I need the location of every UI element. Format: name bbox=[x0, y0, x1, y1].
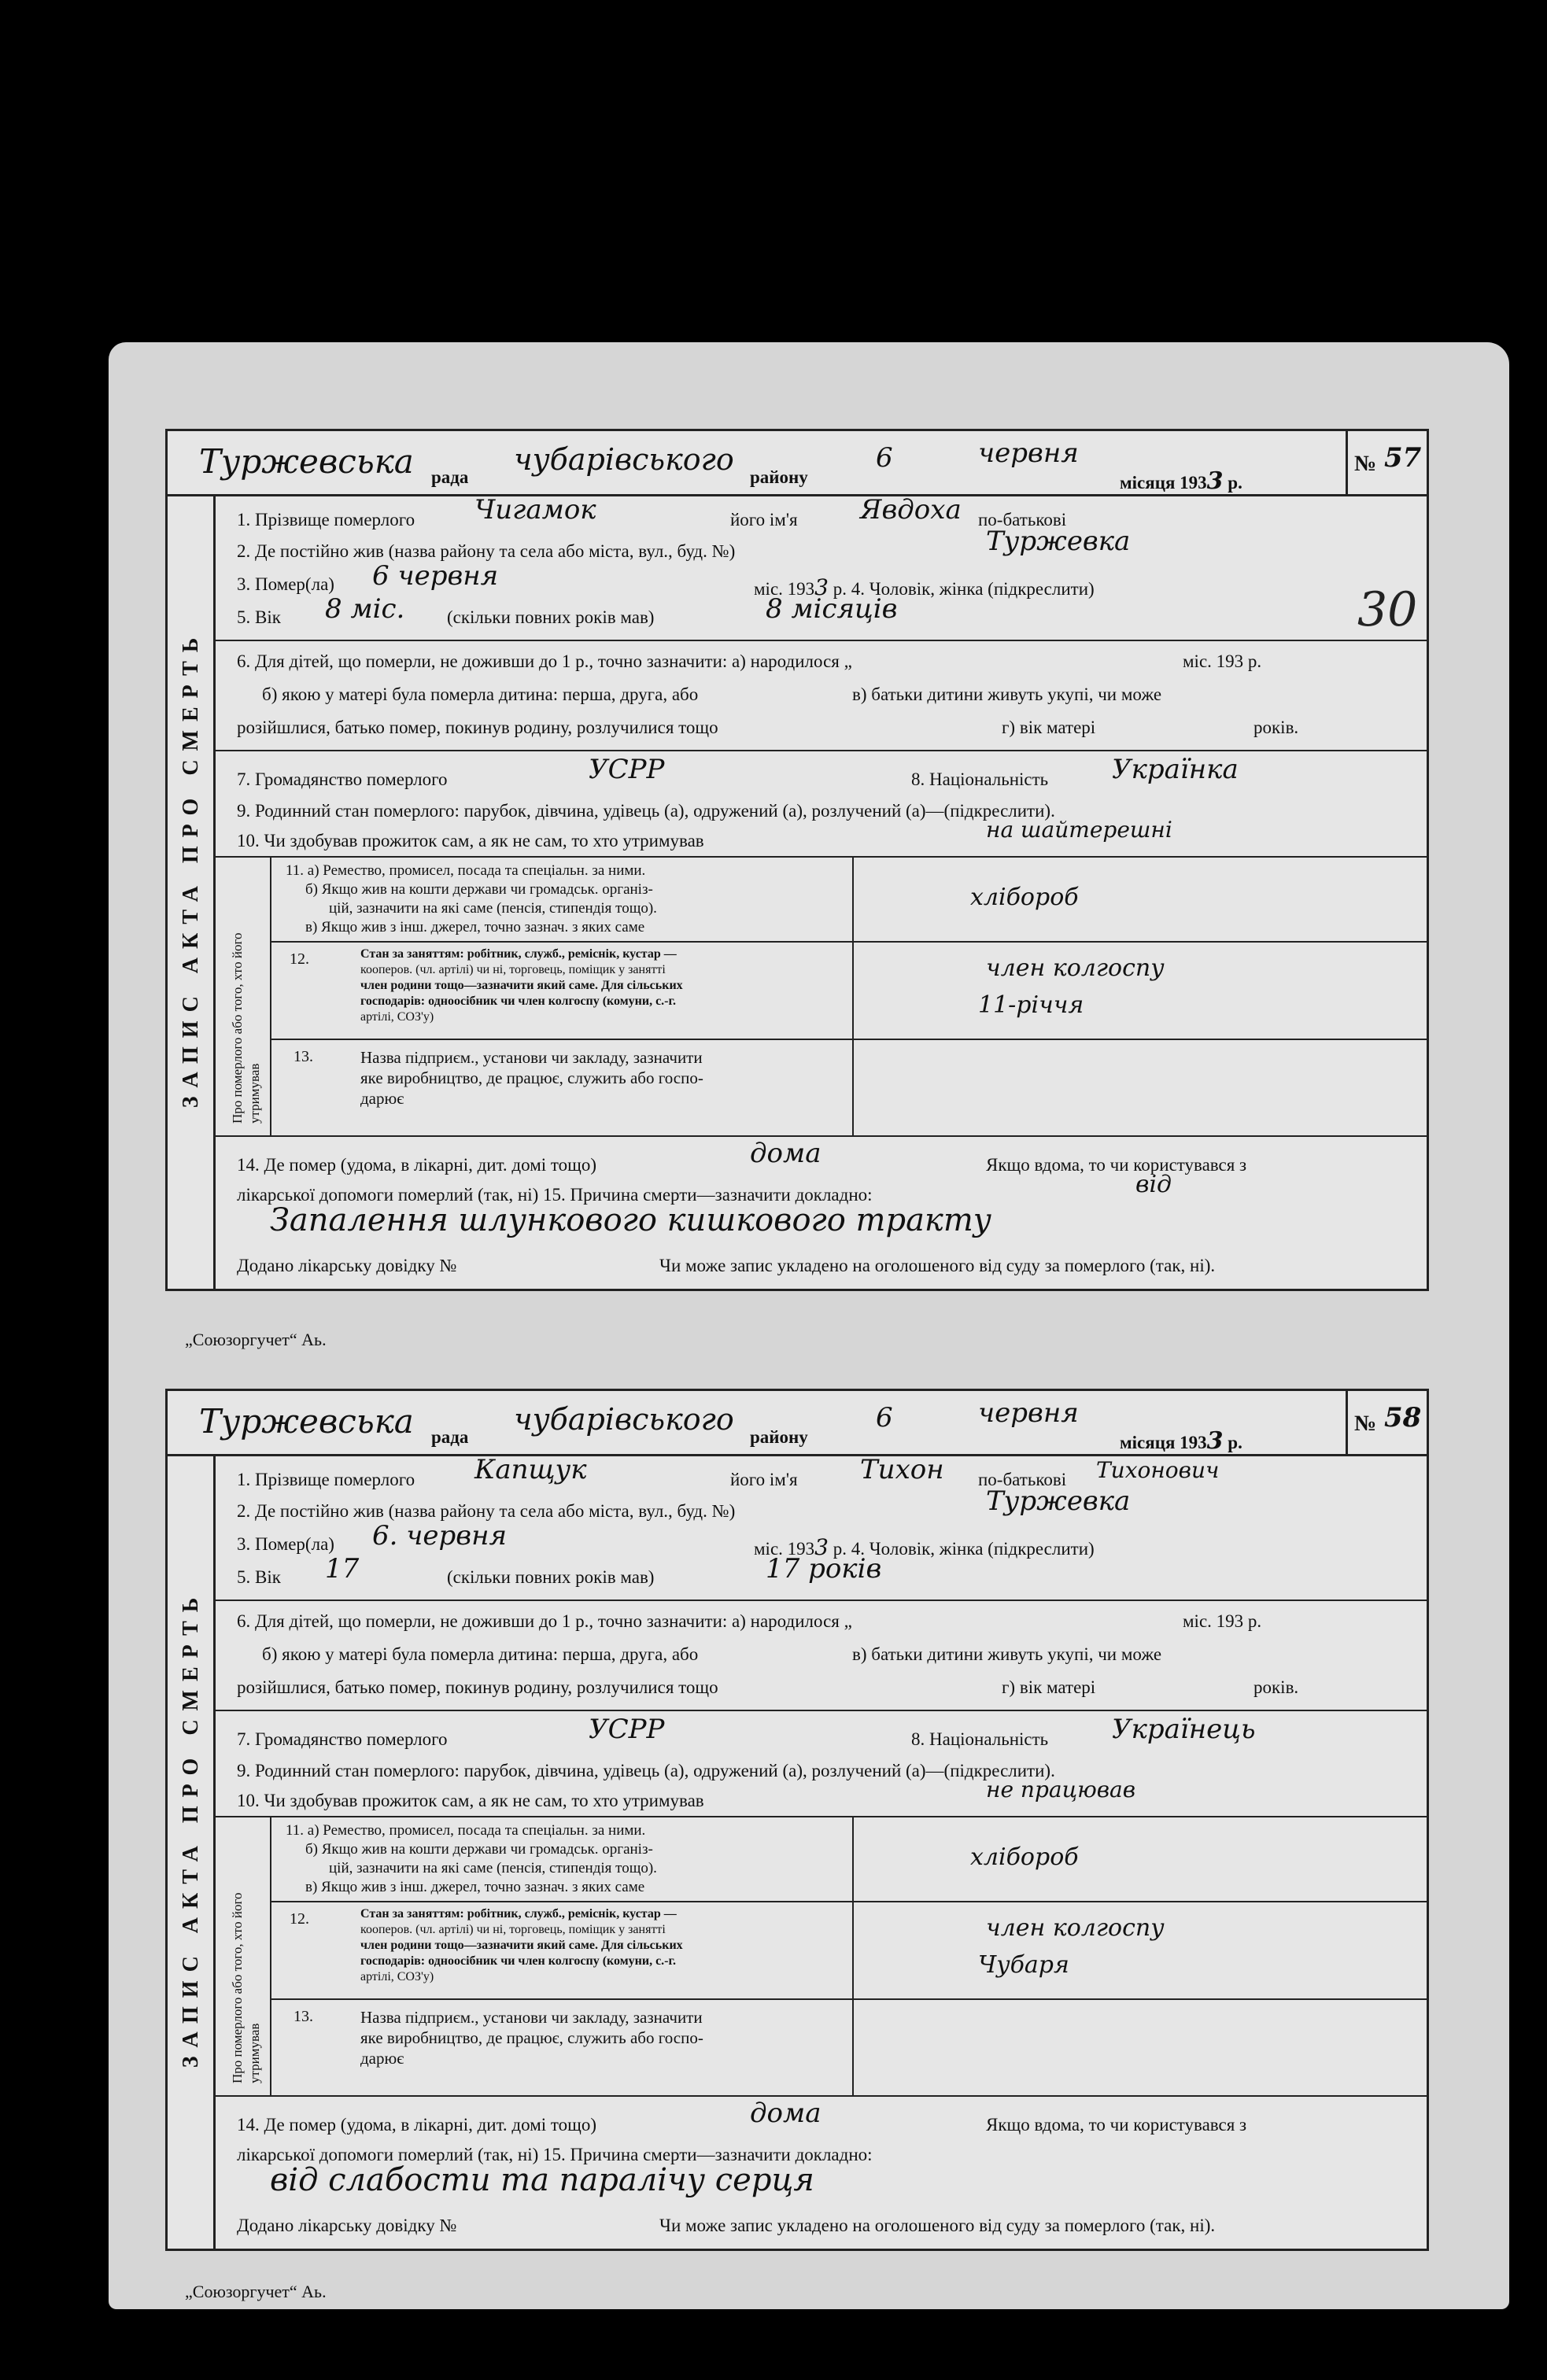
row12-value: член колгоспу bbox=[986, 1914, 1165, 1942]
row10-value: не працював bbox=[986, 1777, 1136, 1803]
row6-line2b: в) батьки дитини живуть укупі, чи може bbox=[852, 1644, 1162, 1664]
row12-line5: артілі, СОЗ'у) bbox=[360, 1970, 434, 1983]
row12-value: член колгоспу bbox=[986, 954, 1165, 982]
row2-value: Туржевка bbox=[986, 526, 1131, 557]
row12-line2: кооперов. (чл. артілі) чи ні, торговець, поміщик у занятті bbox=[360, 963, 666, 976]
row6-line1: 6. Для дітей, що померли, не доживши до 1 р., точно зазначити: а) народилося „ bbox=[237, 651, 852, 671]
row1-name-label: його ім'я bbox=[730, 1470, 798, 1489]
side-title: ЗАПИС АКТА ПРО СМЕРТЬ bbox=[179, 1589, 203, 2068]
row10-label: 10. Чи здобував прожиток сам, а як не сам, то хто утримував bbox=[237, 1791, 704, 1810]
label-rayon: району bbox=[750, 467, 808, 487]
row16-right: Чи може запис укладено на оголошеного від суду за померлого (так, ні). bbox=[659, 2216, 1216, 2235]
row6-line1: 6. Для дітей, що померли, не доживши до 1 р., точно зазначити: а) народилося „ bbox=[237, 1611, 852, 1631]
row1-surname: Капщук bbox=[474, 1454, 587, 1485]
row16-right: Чи може запис укладено на оголошеного від суду за померлого (так, ні). bbox=[659, 1256, 1216, 1275]
row1-name: Тихон bbox=[860, 1454, 944, 1485]
row15-cause: Запалення шлункового кишкового тракту bbox=[270, 1202, 991, 1238]
record-number: № 57 bbox=[1346, 431, 1427, 494]
row14-line1b: Якщо вдома, то чи користувався з bbox=[986, 1155, 1247, 1175]
row1-patr: Тихонович bbox=[1096, 1457, 1220, 1483]
row7-nat: Українка bbox=[1112, 754, 1239, 785]
row1-surname: Чигамок bbox=[474, 494, 596, 526]
row12-line2: кооперов. (чл. артілі) чи ні, торговець, поміщик у занятті bbox=[360, 1923, 666, 1936]
row6-line1b: міс. 193 р. bbox=[1183, 651, 1262, 671]
row5-label: 5. Вік bbox=[237, 607, 281, 627]
row3-mid: міс. 1933 р. 4. Чоловік, жінка (підкреслити) bbox=[754, 574, 1095, 600]
row1-label: 1. Прізвище померлого bbox=[237, 510, 415, 530]
row5-mid: (скільки повних років мав) bbox=[447, 607, 655, 627]
label-rada: рада bbox=[431, 1427, 469, 1447]
row9-label: 9. Родинний стан померлого: парубок, дівчина, удівець (а), одружений (а), розлучений (а)—(підкреслити). bbox=[237, 801, 1055, 821]
side-small: Про померлого або того, хто його утримував bbox=[230, 932, 263, 1124]
row11-line2: б) Якщо жив на кошти держави чи громадськ. організ- bbox=[305, 881, 653, 898]
row5-value: 8 міс. bbox=[325, 593, 405, 625]
row3-value: 6. червня bbox=[372, 1520, 507, 1552]
row13-line1: Назва підприєм., установи чи закладу, зазначити bbox=[360, 1048, 703, 1067]
label-month: місяця 1933 р. bbox=[1120, 1427, 1242, 1455]
label-month: місяця 1933 р. bbox=[1120, 467, 1242, 495]
row14-line2: лікарської допомоги померлий (так, ні) 15. Причина смерти—зазначити докладно: bbox=[237, 1185, 873, 1205]
row2-label: 2. Де постійно жив (назва району та села або міста, вул., буд. №) bbox=[237, 1501, 736, 1521]
row6-line3c: років. bbox=[1253, 718, 1299, 737]
row1-name-label: його ім'я bbox=[730, 510, 798, 530]
hand-day: 6 bbox=[876, 442, 893, 474]
row5-label: 5. Вік bbox=[237, 1567, 281, 1587]
row11-line3: цій, зазначити на які саме (пенсія, стипендія тощо). bbox=[329, 1860, 657, 1876]
row3-label: 3. Помер(ла) bbox=[237, 1534, 334, 1554]
row1-patr-label: по-батькові bbox=[978, 1470, 1067, 1489]
hand-month: червня bbox=[978, 437, 1079, 469]
row12-num: 12. bbox=[290, 950, 309, 968]
row13-line3: дарює bbox=[360, 2049, 404, 2068]
row11-line1: 11. а) Ремество, промисел, посада та спеціальн. за ними. bbox=[286, 1822, 646, 1839]
row6-line3b: г) вік матері bbox=[1002, 718, 1096, 737]
row16-left: Додано лікарську довідку № bbox=[237, 2216, 457, 2235]
row15-cause: від слабости та паралічу серця bbox=[270, 2162, 814, 2198]
row11-value: хлібороб bbox=[970, 884, 1079, 911]
row1-name: Явдоха bbox=[860, 494, 962, 526]
row14-line2: лікарської допомоги померлий (так, ні) 15. Причина смерти—зазначити докладно: bbox=[237, 2145, 873, 2164]
row2-label: 2. Де постійно жив (назва району та села або міста, вул., буд. №) bbox=[237, 541, 736, 561]
row3-label: 3. Помер(ла) bbox=[237, 574, 334, 594]
row14-place: дома bbox=[750, 2098, 821, 2129]
row10-label: 10. Чи здобував прожиток сам, а як не сам, то хто утримував bbox=[237, 831, 704, 851]
row2-value: Туржевка bbox=[986, 1485, 1131, 1517]
record-number: № 58 bbox=[1346, 1391, 1427, 1454]
row12-value2: Чубаря bbox=[978, 1951, 1069, 1979]
printer-mark-2: „Союзоргучет“ Аь. bbox=[185, 2282, 327, 2301]
row13-line2: яке виробництво, де працює, служить або госпо- bbox=[360, 1068, 703, 1087]
label-rada: рада bbox=[431, 467, 469, 487]
row13-line3: дарює bbox=[360, 1089, 404, 1108]
row11-line1: 11. а) Ремество, промисел, посада та спеціальн. за ними. bbox=[286, 862, 646, 879]
form-header bbox=[168, 1391, 1427, 1456]
row14-place: дома bbox=[750, 1138, 821, 1169]
row6-line1b: міс. 193 р. bbox=[1183, 1611, 1262, 1631]
row12-line3: член родини тощо—зазначити який саме. Для сільських bbox=[360, 979, 683, 992]
row6-line3c: років. bbox=[1253, 1677, 1299, 1697]
row1-label: 1. Прізвище померлого bbox=[237, 1470, 415, 1489]
row14-line1b: Якщо вдома, то чи користувався з bbox=[986, 2115, 1247, 2135]
row14-line1a: 14. Де помер (удома, в лікарні, дит. домі тощо) bbox=[237, 2115, 597, 2135]
row11-line2: б) Якщо жив на кошти держави чи громадськ. організ- bbox=[305, 1841, 653, 1858]
hand-rada: Туржевська bbox=[199, 1402, 414, 1441]
row13-num: 13. bbox=[294, 1048, 313, 1065]
row12-line1: Стан за заняттям: робітник, служб., реміснік, кустар — bbox=[360, 947, 677, 961]
hand-rayon: чубарівського bbox=[514, 442, 734, 477]
row5-value2: 8 місяців bbox=[766, 593, 898, 625]
hand-rada: Туржевська bbox=[199, 442, 414, 481]
row6-line3: розійшлися, батько помер, покинув родину, розлучилися тощо bbox=[237, 1677, 718, 1697]
row6-line2: б) якою у матері була померла дитина: перша, друга, або bbox=[262, 1644, 699, 1664]
row7-nat: Українець bbox=[1112, 1714, 1256, 1745]
row9-label: 9. Родинний стан померлого: парубок, дівчина, удівець (а), одружений (а), розлучений (а)—(підкреслити). bbox=[237, 1761, 1055, 1780]
hand-rayon: чубарівського bbox=[514, 1402, 734, 1437]
form-header bbox=[168, 431, 1427, 496]
row13-num: 13. bbox=[294, 2008, 313, 2025]
row11-line4: в) Якщо жив з інш. джерел, точно зазнач. з яких саме bbox=[305, 919, 645, 935]
row6-line3b: г) вік матері bbox=[1002, 1677, 1096, 1697]
row5-mid: (скільки повних років мав) bbox=[447, 1567, 655, 1587]
row1-patr-label: по-батькові bbox=[978, 510, 1067, 530]
row12-line4: господарів: одноосібник чи член колгоспу (комуни, с.-г. bbox=[360, 1954, 676, 1968]
margin-note: 30 bbox=[1357, 582, 1418, 637]
row12-line3: член родини тощо—зазначити який саме. Для сільських bbox=[360, 1939, 683, 1952]
row7-label: 7. Громадянство померлого bbox=[237, 769, 448, 789]
row12-line1: Стан за заняттям: робітник, служб., реміснік, кустар — bbox=[360, 1907, 677, 1921]
row3-mid: міс. 1933 р. 4. Чоловік, жінка (підкреслити) bbox=[754, 1534, 1095, 1560]
row12-line4: господарів: одноосібник чи член колгоспу (комуни, с.-г. bbox=[360, 994, 676, 1008]
side-title-column bbox=[168, 1454, 216, 2249]
row11-line3: цій, зазначити на які саме (пенсія, стипендія тощо). bbox=[329, 900, 657, 917]
row6-line2: б) якою у матері була померла дитина: перша, друга, або bbox=[262, 684, 699, 704]
row14-line2-value: від bbox=[1135, 1171, 1172, 1198]
row11-line4: в) Якщо жив з інш. джерел, точно зазнач. з яких саме bbox=[305, 1879, 645, 1895]
row7-nat-label: 8. Національність bbox=[911, 769, 1049, 789]
hand-month: червня bbox=[978, 1397, 1079, 1429]
death-record-form-1 bbox=[165, 429, 1429, 1291]
label-rayon: району bbox=[750, 1427, 808, 1447]
side-title: ЗАПИС АКТА ПРО СМЕРТЬ bbox=[179, 629, 203, 1109]
row14-line1a: 14. Де помер (удома, в лікарні, дит. домі тощо) bbox=[237, 1155, 597, 1175]
hand-day: 6 bbox=[876, 1402, 893, 1434]
row16-left: Додано лікарську довідку № bbox=[237, 1256, 457, 1275]
row7-value: УСРР bbox=[589, 754, 665, 785]
row12-num: 12. bbox=[290, 1910, 309, 1928]
row13-line2: яке виробництво, де працює, служить або госпо- bbox=[360, 2028, 703, 2047]
row3-value: 6 червня bbox=[372, 560, 499, 592]
side-title-column bbox=[168, 494, 216, 1289]
death-record-form-2 bbox=[165, 1389, 1429, 2251]
row6-line3: розійшлися, батько помер, покинув родину, розлучилися тощо bbox=[237, 718, 718, 737]
row10-value: на шайтерешні bbox=[986, 817, 1172, 843]
row5-value2: 17 років bbox=[766, 1553, 882, 1585]
row7-label: 7. Громадянство померлого bbox=[237, 1729, 448, 1749]
row12-value2: 11-річчя bbox=[978, 991, 1084, 1019]
row7-nat-label: 8. Національність bbox=[911, 1729, 1049, 1749]
row6-line2b: в) батьки дитини живуть укупі, чи може bbox=[852, 684, 1162, 704]
row13-line1: Назва підприєм., установи чи закладу, зазначити bbox=[360, 2008, 703, 2027]
row12-line5: артілі, СОЗ'у) bbox=[360, 1010, 434, 1024]
side-small: Про померлого або того, хто його утримував bbox=[230, 1892, 263, 2083]
row11-value: хлібороб bbox=[970, 1843, 1079, 1871]
row5-value: 17 bbox=[325, 1553, 360, 1585]
printer-mark-1: „Союзоргучет“ Аь. bbox=[185, 1330, 327, 1349]
row7-value: УСРР bbox=[589, 1714, 665, 1745]
